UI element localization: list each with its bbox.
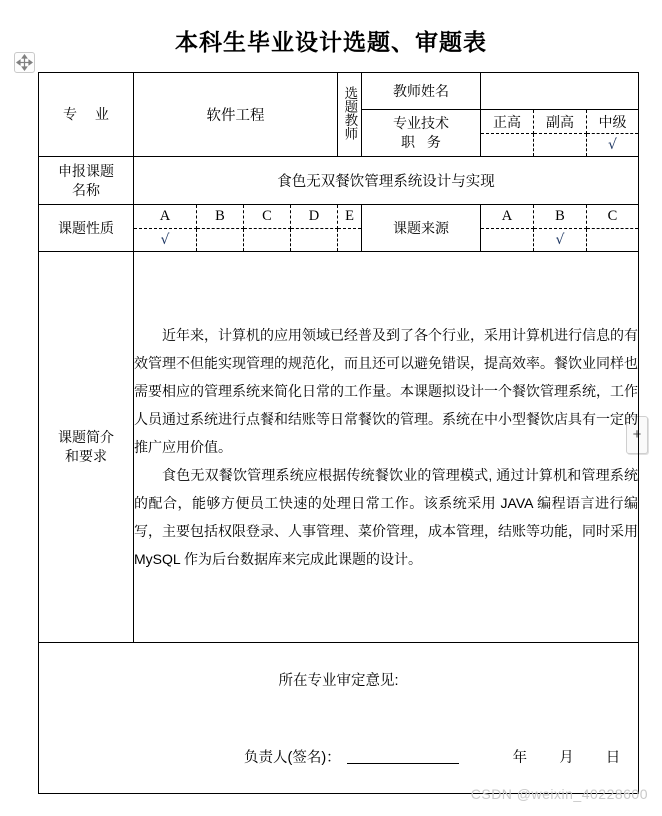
nature-option-label-4: E	[345, 208, 354, 224]
cell-topic-value[interactable]	[134, 157, 639, 205]
cell-review[interactable]	[39, 643, 639, 794]
cell-topic-label	[39, 157, 134, 205]
cell-selector-teacher-label	[338, 73, 362, 157]
rank-check-2: √	[608, 137, 617, 153]
nature-option-label-0: A	[159, 208, 171, 224]
cell-intro-label	[39, 252, 134, 643]
cell-nature-check-2[interactable]	[244, 229, 291, 252]
major-value: 软件工程	[206, 108, 265, 124]
source-option-label-1: B	[555, 208, 565, 224]
page-title: 本科生毕业设计选题、审题表	[175, 29, 487, 55]
cell-rank-label-1	[534, 110, 587, 134]
table-move-handle[interactable]	[14, 52, 35, 73]
source-label: 课题来源	[393, 219, 449, 236]
cell-nature-check-0[interactable]	[134, 229, 197, 252]
review-title: 所在专业审定意见:	[278, 673, 399, 689]
major-label: 专 业	[63, 106, 116, 123]
source-check-1: √	[555, 232, 565, 248]
topic-label-line2: 名称	[72, 181, 100, 198]
cell-nature-check-1[interactable]	[197, 229, 244, 252]
cell-title-rank-label	[362, 110, 481, 157]
column-insert-button[interactable]: +	[626, 416, 648, 454]
selector-teacher-label: 选题教师	[342, 86, 358, 140]
cell-nature-label-2	[244, 205, 291, 229]
intro-paragraph-1: 近年来，计算机的应用领域已经普及到了各个行业，采用计算机进行信息的有效管理不但能实现管理的规范化，而且还可以避免错误，提高效率。餐饮业同样也需要相应的管理系统来简化日常的工作量。本课题拟设计一个餐饮管理系统，工作人员通过系统进行点餐和结账等日常餐饮的管理。系统在中小型餐饮店具有一定的推广应用价值。	[134, 327, 639, 455]
topic-value: 食色无双餐饮管理系统设计与实现	[277, 174, 495, 190]
intro-label-line2: 和要求	[65, 448, 107, 464]
cell-major-value[interactable]	[134, 73, 338, 157]
intro-paragraph-2: 食色无双餐饮管理系统应根据传统餐饮业的管理模式, 通过计算机和管理系统的配合，能够方便员工快速的处理日常工作。该系统采用 JAVA 编程语言进行编写，主要包括权限登录、人事管理、菜价管理，成本管理，结账等功能，同时采用 MySQL 作为后台数据库来完成此课题的设计。	[134, 467, 639, 567]
watermark: CSDN @weixin_40228600	[470, 786, 648, 802]
signature-date-label: 年 月 日	[512, 750, 635, 766]
cell-nature-check-3[interactable]	[291, 229, 338, 252]
cell-nature-label	[39, 205, 134, 252]
signature-row	[39, 746, 638, 767]
thesis-topic-form-table	[38, 72, 639, 794]
rank-label-0: 正高	[493, 113, 521, 130]
table-row-nature-header	[39, 205, 639, 229]
table-row-major-top	[39, 73, 639, 110]
table-row-review	[39, 643, 639, 794]
cell-rank-check-2[interactable]	[587, 134, 639, 157]
title-rank-label-line1: 专业技术	[393, 115, 449, 132]
topic-label-line1: 申报课题	[58, 162, 114, 179]
cell-teacher-name-label	[362, 73, 481, 110]
signature-input-line[interactable]	[347, 751, 459, 764]
nature-option-label-2: C	[262, 208, 272, 224]
signature-label: 负责人(签名)：	[244, 750, 341, 766]
cell-source-label	[362, 205, 481, 252]
cell-source-label-2	[587, 205, 639, 229]
cell-rank-label-0	[481, 110, 534, 134]
cell-intro-body[interactable]	[134, 252, 639, 643]
cell-rank-label-2	[587, 110, 639, 134]
cell-source-check-2[interactable]	[587, 229, 639, 252]
cell-nature-label-4	[338, 205, 362, 229]
cell-source-label-1	[534, 205, 587, 229]
source-option-label-0: A	[501, 208, 513, 224]
cell-rank-check-0[interactable]	[481, 134, 534, 157]
cell-rank-check-1[interactable]	[534, 134, 587, 157]
cell-nature-label-0	[134, 205, 197, 229]
cell-source-check-0[interactable]	[481, 229, 534, 252]
cell-source-label-0	[481, 205, 534, 229]
cell-nature-label-1	[197, 205, 244, 229]
rank-label-1: 副高	[546, 113, 574, 130]
cell-teacher-name-value[interactable]	[481, 73, 639, 110]
table-row-intro	[39, 252, 639, 643]
table-row-topic-title	[39, 157, 639, 205]
nature-label: 课题性质	[58, 219, 114, 236]
cell-nature-check-4[interactable]	[338, 229, 362, 252]
cell-source-check-1[interactable]	[534, 229, 587, 252]
nature-option-label-1: B	[215, 208, 225, 224]
source-option-label-2: C	[607, 208, 618, 224]
rank-label-2: 中级	[598, 113, 627, 130]
nature-option-label-3: D	[308, 208, 320, 224]
cell-major-label	[39, 73, 134, 157]
move-cross-icon	[15, 53, 34, 72]
cell-nature-label-3	[291, 205, 338, 229]
teacher-name-label: 教师姓名	[393, 82, 449, 99]
nature-check-0: √	[160, 232, 170, 248]
title-rank-label-line2: 职 务	[401, 134, 445, 150]
intro-label-line1: 课题简介	[58, 429, 114, 446]
